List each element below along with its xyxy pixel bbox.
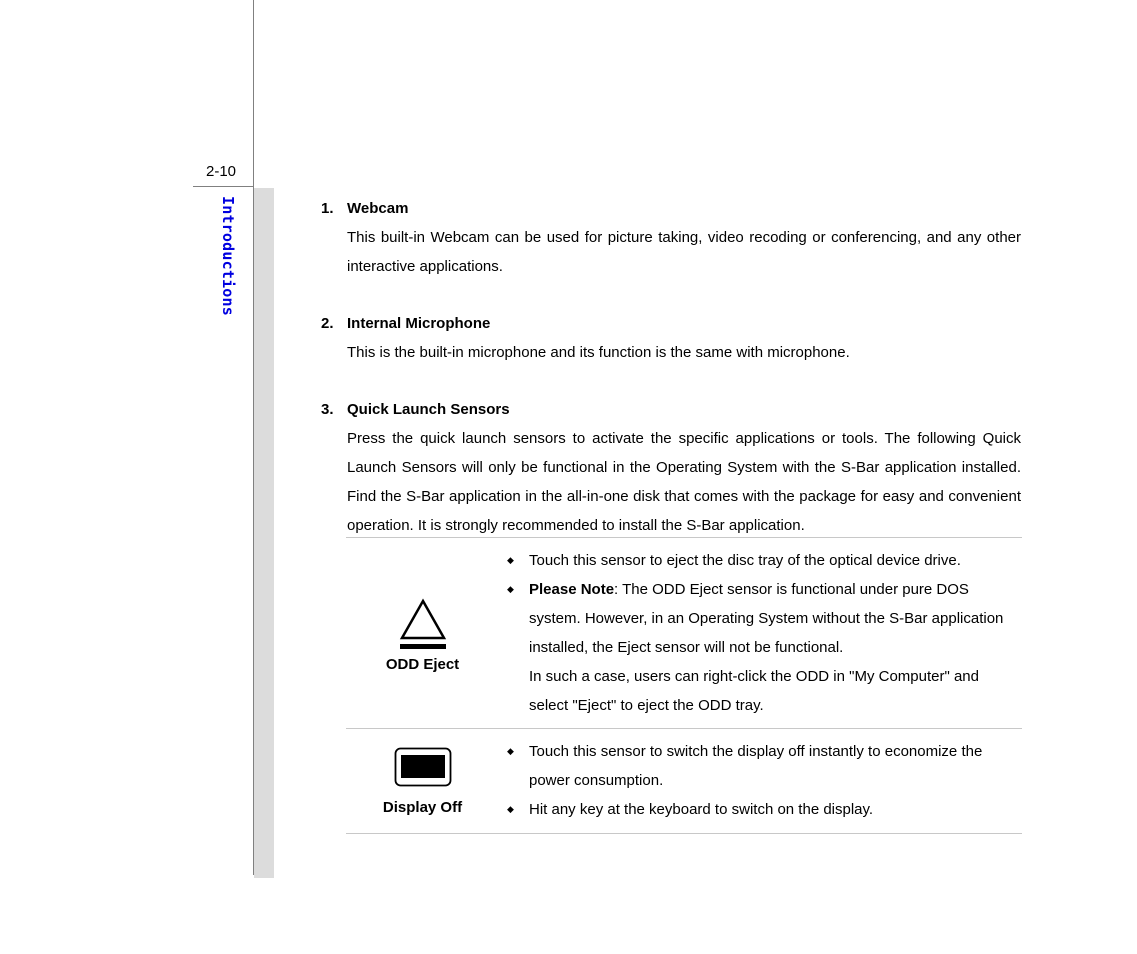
page-number-underline [193,186,254,187]
bullet-text [529,575,1014,720]
bullet-item [507,737,1014,795]
sensor-description [499,729,1022,833]
item-title: Internal Microphone [347,315,491,332]
sensor-description [499,538,1022,728]
bullet-icon: ◆ [507,584,514,594]
list-item [321,194,1021,281]
sensor-label: Display Off [382,798,463,816]
sensor-table [346,537,1022,834]
item-number: 2. [321,315,334,332]
note-extra: In such a case, users can right-click the ODD in "My Computer" and select "Eject" to eject the ODD tray. [529,668,979,714]
bullet-item [507,575,1014,720]
sensor-icon-cell [346,729,499,833]
item-heading [321,309,1021,338]
sensor-icon-cell [346,538,499,728]
item-body: Press the quick launch sensors to activate the specific applications or tools. The following Quick Launch Sensors will only be functional in the Operating System with the S-Bar application installed. Find the S-Bar application in the all-in-one disk that comes with the package for easy and convenient operation. It is strongly recommended to install the S-Bar application. [347,430,1021,534]
bullet-text: Touch this sensor to switch the display off instantly to economize the power consumption. [529,743,983,789]
sensor-label: ODD Eject [385,655,460,673]
bullet-item [507,546,1014,575]
bullet-icon: ◆ [507,804,514,814]
display-off-icon [394,747,452,787]
sensor-row-display-off [346,728,1022,834]
list-item [321,309,1021,367]
item-number: 1. [321,200,334,217]
section-title: Introductions [219,196,237,316]
item-body: This is the built-in microphone and its function is the same with microphone. [347,344,850,361]
note-label: Please Note [529,581,615,598]
main-content [321,194,1021,568]
item-title: Webcam [347,200,409,217]
item-number: 3. [321,401,334,418]
item-heading [321,395,1021,424]
bullet-icon: ◆ [507,555,514,565]
eject-icon [399,598,447,652]
side-tab-bar [254,188,274,878]
bullet-text: Touch this sensor to eject the disc tray of the optical device drive. [529,552,961,569]
bullet-icon: ◆ [507,746,514,756]
bullet-item [507,795,1014,824]
list-item [321,395,1021,540]
bullet-text: Hit any key at the keyboard to switch on the display. [529,801,874,818]
sensor-row-odd-eject [346,537,1022,728]
item-title: Quick Launch Sensors [347,401,510,418]
item-heading [321,194,1021,223]
item-body: This built-in Webcam can be used for picture taking, video recoding or conferencing, and any other interactive applications. [347,229,1021,275]
page-number: 2-10 [206,163,237,180]
note-text: : The ODD Eject sensor is functional under pure DOS system. However, in an Operating System without the S-Bar application installed, the Eject sensor will not be functional. [529,581,1004,656]
